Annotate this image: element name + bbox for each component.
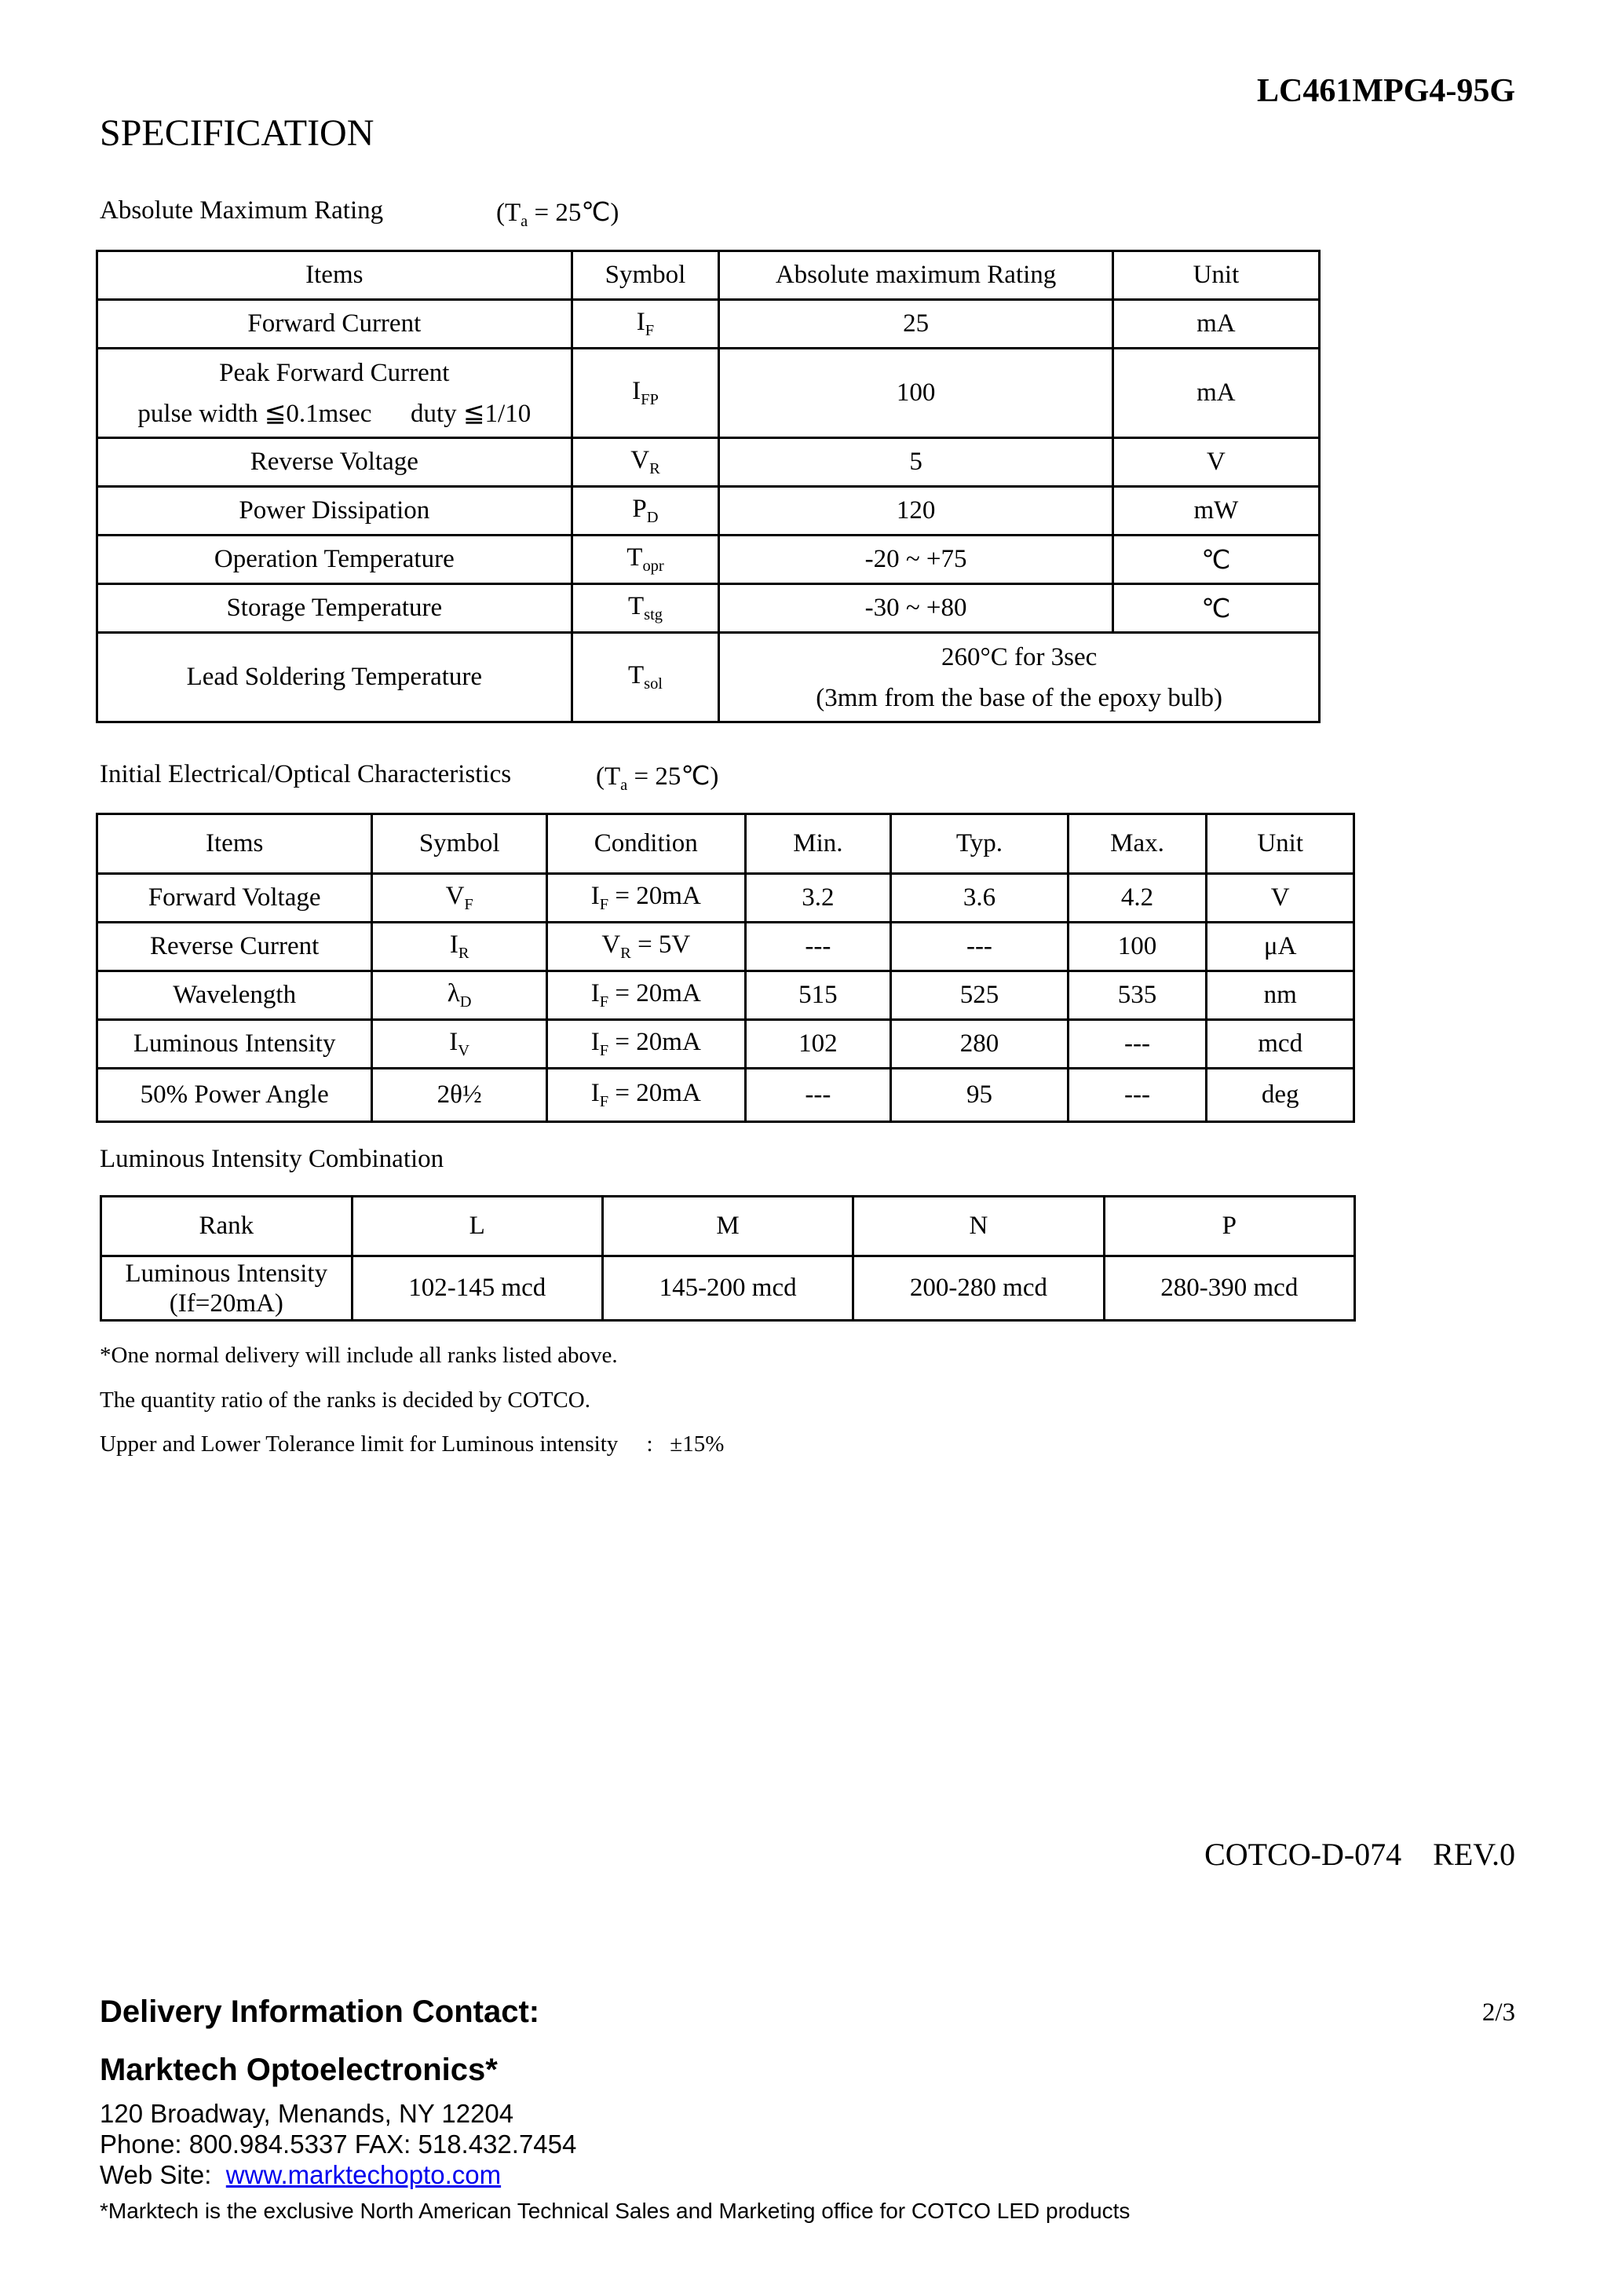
symbol-cell: $I_{FP}$ (572, 349, 719, 438)
col-header: Items (97, 814, 372, 874)
max-cell: 4.2 (1068, 874, 1207, 923)
max-cell: --- (1068, 1020, 1207, 1069)
rating-cell: 25 (719, 300, 1112, 349)
electrical-heading (100, 760, 719, 795)
symbol-cell: $\lambda_D$ (372, 971, 547, 1020)
symbol-cell: $I_R$ (372, 923, 547, 971)
address: 120 Broadway, Menands, NY 12204 (100, 2099, 514, 2128)
rating-cell: 260°C for 3sec (3mm from the base of the epoxy bulb) (719, 633, 1320, 722)
table-row (97, 584, 1320, 633)
unit-cell: mA (1112, 349, 1319, 438)
note-line: Upper and Lower Tolerance limit for Luminous intensity : ±15% (100, 1431, 725, 1457)
note-line: *One normal delivery will include all ranks listed above. (100, 1343, 618, 1368)
symbol-cell: $I_F$ (572, 300, 719, 349)
col-header: Symbol (372, 814, 547, 874)
table-row (97, 536, 1320, 584)
max-cell: 535 (1068, 971, 1207, 1020)
rank-cell: N (853, 1197, 1104, 1256)
item-cell: Wavelength (97, 971, 372, 1020)
contact-heading: Delivery Information Contact: (100, 1994, 540, 2029)
table-row (97, 1069, 1354, 1122)
rank-label: Rank (101, 1197, 353, 1256)
intensity-row (101, 1256, 1355, 1321)
unit-cell: mW (1112, 487, 1319, 536)
condition-cell: $I_F = 20mA$ (546, 1069, 745, 1122)
col-header: Typ. (891, 814, 1068, 874)
electrical-table (96, 813, 1355, 1123)
symbol-cell: $V_F$ (372, 874, 547, 923)
abs-max-table (96, 250, 1321, 723)
col-header: Condition (546, 814, 745, 874)
condition-cell: $I_F = 20mA$ (546, 874, 745, 923)
unit-cell: V (1112, 438, 1319, 487)
company-name: Marktech Optoelectronics* (100, 2053, 498, 2087)
unit-cell: deg (1207, 1069, 1354, 1122)
typ-cell: 3.6 (891, 874, 1068, 923)
col-header: Max. (1068, 814, 1207, 874)
min-cell: 3.2 (745, 874, 891, 923)
note-line: The quantity ratio of the ranks is decided by COTCO. (100, 1387, 590, 1413)
min-cell: 515 (745, 971, 891, 1020)
item-cell: Peak Forward Current pulse width ≦0.1msec duty ≦1/10 (97, 349, 572, 438)
table-row (97, 349, 1320, 438)
website (100, 2160, 501, 2190)
part-number: LC461MPG4-95G (1257, 73, 1515, 109)
item-cell: Reverse Current (97, 923, 372, 971)
table-row (97, 1020, 1354, 1069)
table-row (97, 874, 1354, 923)
symbol-cell: $T_{stg}$ (572, 584, 719, 633)
unit-cell: ℃ (1112, 584, 1319, 633)
item-cell: Luminous Intensity (97, 1020, 372, 1069)
rank-cell: P (1104, 1197, 1354, 1256)
typ-cell: 280 (891, 1020, 1068, 1069)
item-cell: Power Dissipation (97, 487, 572, 536)
symbol-cell: $P_D$ (572, 487, 719, 536)
table-row (97, 438, 1320, 487)
document-code: COTCO-D-074 REV.0 (1204, 1837, 1515, 1872)
table-row (97, 300, 1320, 349)
rank-row (101, 1197, 1355, 1256)
intensity-label: Luminous Intensity (If=20mA) (101, 1256, 353, 1321)
symbol-cell: 2θ½ (372, 1069, 547, 1122)
max-cell: 100 (1068, 923, 1207, 971)
item-cell: Forward Current (97, 300, 572, 349)
table-header-row (97, 814, 1354, 874)
rank-cell: M (602, 1197, 853, 1256)
table-row (97, 633, 1320, 722)
item-cell: 50% Power Angle (97, 1069, 372, 1122)
symbol-cell: $V_R$ (572, 438, 719, 487)
website-label: Web Site: (100, 2160, 226, 2189)
rating-cell: 120 (719, 487, 1112, 536)
condition-cell: $I_F = 20mA$ (546, 971, 745, 1020)
unit-cell: mA (1112, 300, 1319, 349)
item-cell: Operation Temperature (97, 536, 572, 584)
table-row (97, 487, 1320, 536)
item-cell: Forward Voltage (97, 874, 372, 923)
unit-cell: nm (1207, 971, 1354, 1020)
table-header-row (97, 251, 1320, 300)
electrical-condition: ($T_a$ = 25℃) (596, 762, 719, 795)
rating-cell: -30 ~ +80 (719, 584, 1112, 633)
unit-cell: V (1207, 874, 1354, 923)
symbol-cell: $I_V$ (372, 1020, 547, 1069)
intensity-cell: 200-280 mcd (853, 1256, 1104, 1321)
unit-cell: ℃ (1112, 536, 1319, 584)
electrical-title: Initial Electrical/Optical Characteristics (100, 760, 512, 788)
luminous-combo-heading: Luminous Intensity Combination (100, 1145, 444, 1173)
col-header: Items (97, 251, 572, 300)
intensity-cell: 280-390 mcd (1104, 1256, 1354, 1321)
intensity-cell: 145-200 mcd (602, 1256, 853, 1321)
col-header: Unit (1207, 814, 1354, 874)
table-row (97, 971, 1354, 1020)
unit-cell: mcd (1207, 1020, 1354, 1069)
luminous-combo-table (100, 1195, 1356, 1322)
phone-fax: Phone: 800.984.5337 FAX: 518.432.7454 (100, 2130, 577, 2159)
typ-cell: --- (891, 923, 1068, 971)
typ-cell: 95 (891, 1069, 1068, 1122)
table-row (97, 923, 1354, 971)
condition-cell: $V_R = 5V$ (546, 923, 745, 971)
typ-cell: 525 (891, 971, 1068, 1020)
unit-cell: μA (1207, 923, 1354, 971)
col-header: Unit (1112, 251, 1319, 300)
abs-max-heading (100, 196, 619, 231)
min-cell: --- (745, 1069, 891, 1122)
col-header: Absolute maximum Rating (719, 251, 1112, 300)
symbol-cell: $T_{opr}$ (572, 536, 719, 584)
intensity-cell: 102-145 mcd (352, 1256, 602, 1321)
col-header: Symbol (572, 251, 719, 300)
max-cell: --- (1068, 1069, 1207, 1122)
col-header: Min. (745, 814, 891, 874)
rating-cell: -20 ~ +75 (719, 536, 1112, 584)
item-cell: Lead Soldering Temperature (97, 633, 572, 722)
item-cell: Storage Temperature (97, 584, 572, 633)
condition-cell: $I_F = 20mA$ (546, 1020, 745, 1069)
rating-cell: 5 (719, 438, 1112, 487)
footnote: *Marktech is the exclusive North American Technical Sales and Marketing office for COTCO LED products (100, 2199, 1131, 2223)
abs-max-title: Absolute Maximum Rating (100, 196, 384, 225)
min-cell: --- (745, 923, 891, 971)
symbol-cell: $T_{sol}$ (572, 633, 719, 722)
rank-cell: L (352, 1197, 602, 1256)
page-title: SPECIFICATION (100, 112, 374, 154)
item-cell: Reverse Voltage (97, 438, 572, 487)
page-number: 2/3 (1481, 1998, 1515, 2027)
abs-max-condition: ($T_a$ = 25℃) (496, 199, 619, 231)
rating-cell: 100 (719, 349, 1112, 438)
min-cell: 102 (745, 1020, 891, 1069)
website-link[interactable]: www.marktechopto.com (225, 2160, 502, 2189)
